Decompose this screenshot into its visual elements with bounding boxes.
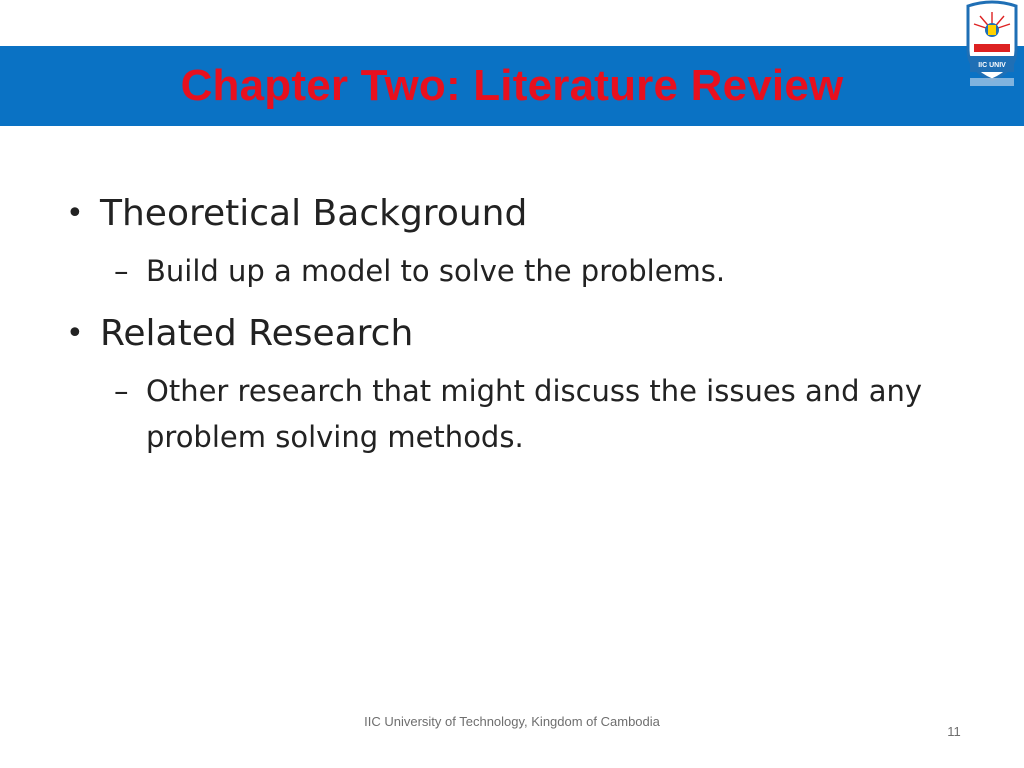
slide-title: Chapter Two: Literature Review (180, 61, 844, 110)
bullet-icon: • (66, 196, 84, 231)
footer-text: IIC University of Technology, Kingdom of Cambodia (364, 714, 660, 729)
sub-bullet-text: Build up a model to solve the problems. (146, 254, 726, 288)
bullet-item-theoretical-background (60, 188, 960, 240)
bullet-item-related-research (60, 308, 960, 360)
dash-icon: – (114, 254, 129, 288)
sub-bullet-item (114, 368, 960, 460)
page-number: 11 (947, 724, 961, 739)
bullet-icon: • (66, 316, 84, 351)
sub-bullet-text: Other research that might discuss the issues and any problem solving methods. (146, 374, 923, 454)
university-logo (960, 0, 1024, 96)
slide-content (60, 188, 960, 460)
bullet-text: Theoretical Background (100, 193, 528, 234)
university-crest-icon (960, 0, 1024, 96)
dash-icon: – (114, 374, 129, 408)
sub-bullet-item (114, 248, 960, 294)
svg-text:IIC UNIV: IIC UNIV (978, 62, 1006, 69)
bullet-text: Related Research (100, 313, 414, 354)
